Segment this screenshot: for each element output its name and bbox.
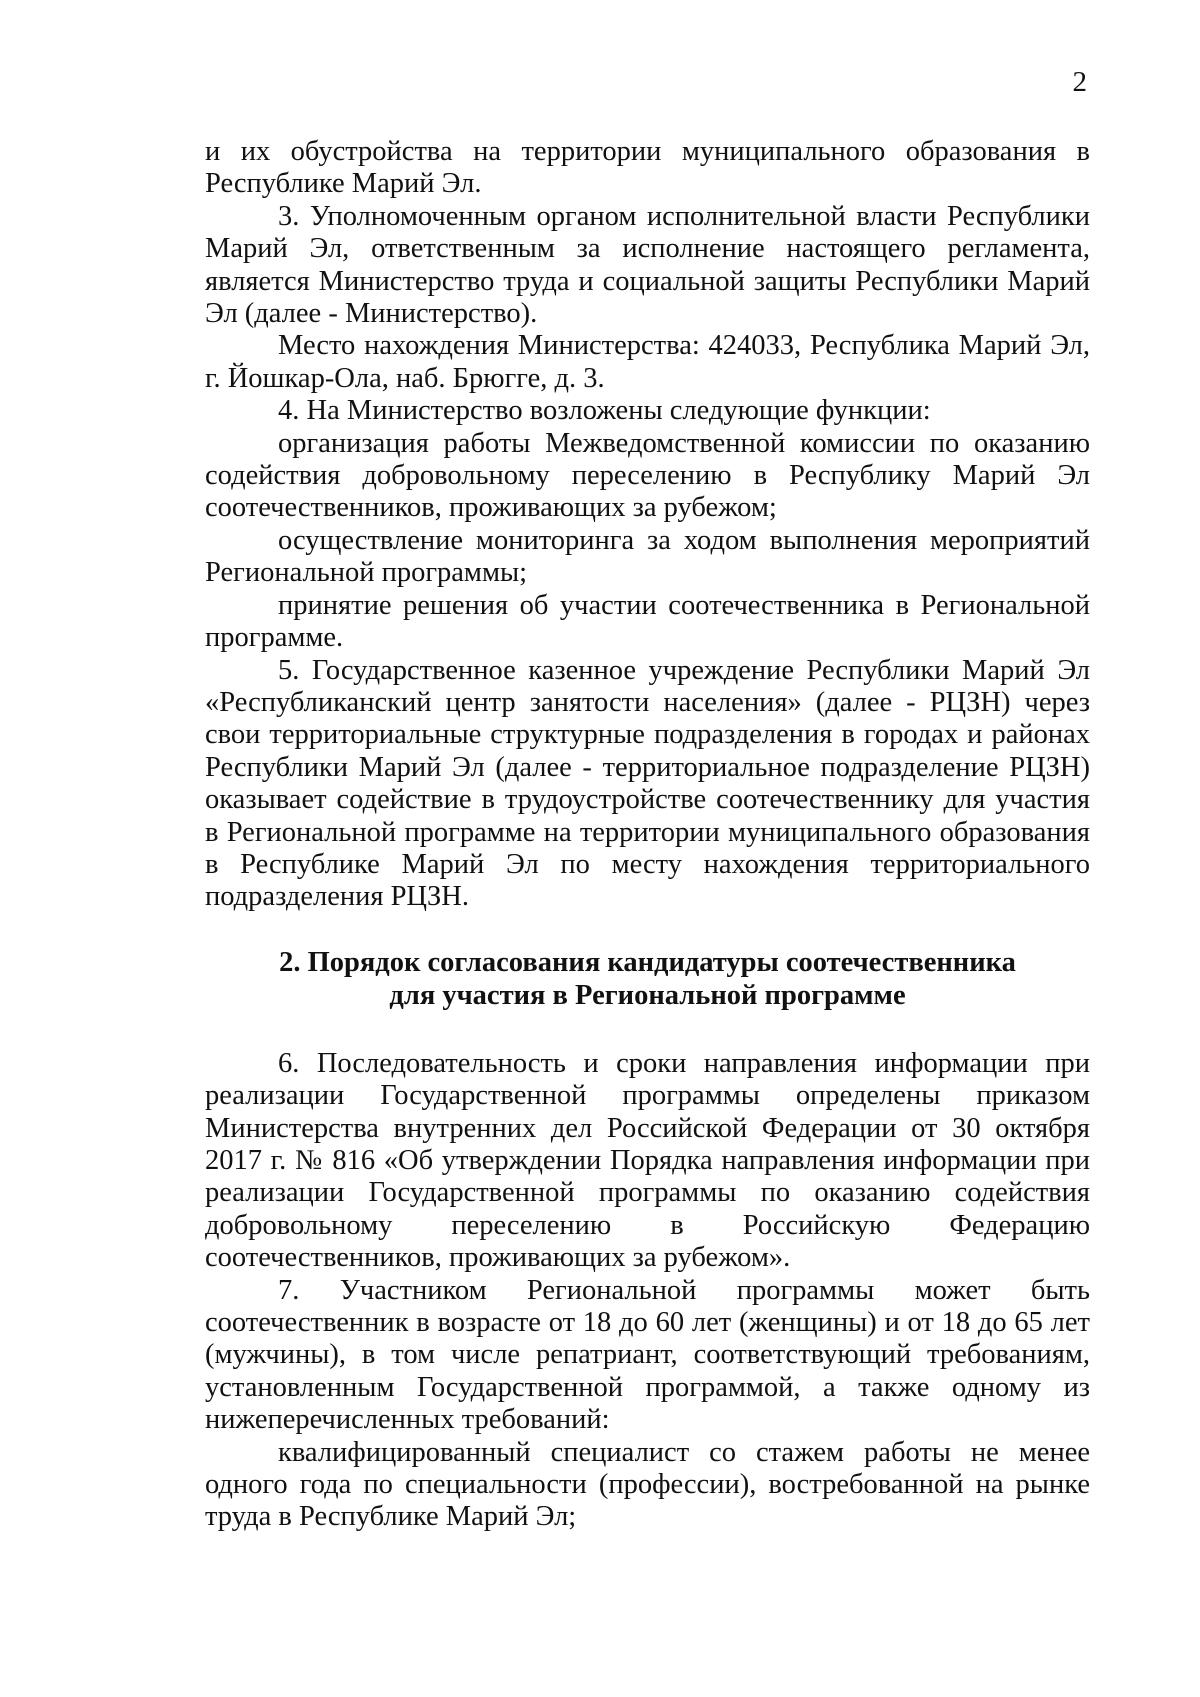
document-body	[205, 136, 1090, 1534]
paragraph-requirement-specialist: квалифицированный специалист со стажем работы не менее одного года по специальности (профессии), востребованной на рынке труда в Республике Марий Эл;	[205, 1436, 1090, 1533]
paragraph-continuation: и их обустройства на территории муниципального образования в Республике Марий Эл.	[205, 136, 1090, 200]
paragraph-item-5: 5. Государственное казенное учреждение Республики Марий Эл «Республиканский центр занятости населения» (далее - РЦЗН) через свои территориальные структурные подразделения в городах и районах Республики Марий Эл (далее - территориальное подразделение РЦЗН) оказывает содействие в трудоустройстве соотечественнику для участия в Региональной программе на территории муниципального образования в Республике Марий Эл по месту нахождения территориального подразделения РЦЗН.	[205, 654, 1090, 913]
paragraph-item-6: 6. Последовательность и сроки направления информации при реализации Государственной программы определены приказом Министерства внутренних дел Российской Федерации от 30 октября 2017 г. № 816 «Об утверждении Порядка направления информации при реализации Государственной программы по оказанию содействия добровольному переселению в Российскую Федерацию соотечественников, проживающих за рубежом».	[205, 1047, 1090, 1274]
page-number: 2	[1072, 66, 1087, 98]
paragraph-function-monitoring: осуществление мониторинга за ходом выполнения мероприятий Региональной программы;	[205, 524, 1090, 589]
paragraph-ministry-address: Место нахождения Министерства: 424033, Республика Марий Эл, г. Йошкар-Ола, наб. Брюгге, д. 3.	[205, 330, 1090, 394]
section-heading-line-2: для участия в Региональной программе	[389, 979, 906, 1011]
section-heading	[205, 946, 1090, 1012]
paragraph-function-decision: принятие решения об участии соотечественника в Региональной программе.	[205, 589, 1090, 654]
paragraph-item-3: 3. Уполномоченным органом исполнительной власти Республики Марий Эл, ответственным за исполнение настоящего регламента, является Министерство труда и социальной защиты Республики Марий Эл (далее - Министерство).	[205, 200, 1090, 330]
section-heading-line-1: 2. Порядок согласования кандидатуры соотечественника	[279, 946, 1016, 978]
paragraph-item-7: 7. Участником Региональной программы может быть соотечественник в возрасте от 18 до 60 лет (женщины) и от 18 до 65 лет (мужчины), в том числе репатриант, соответствующий требованиям, установленным Государственной программой, а также одному из нижеперечисленных требований:	[205, 1274, 1090, 1436]
paragraph-item-4: 4. На Министерство возложены следующие функции:	[278, 395, 931, 427]
paragraph-function-commission: организация работы Межведомственной комиссии по оказанию содействия добровольному переселению в Республику Марий Эл соотечественников, проживающих за рубежом;	[205, 427, 1090, 524]
